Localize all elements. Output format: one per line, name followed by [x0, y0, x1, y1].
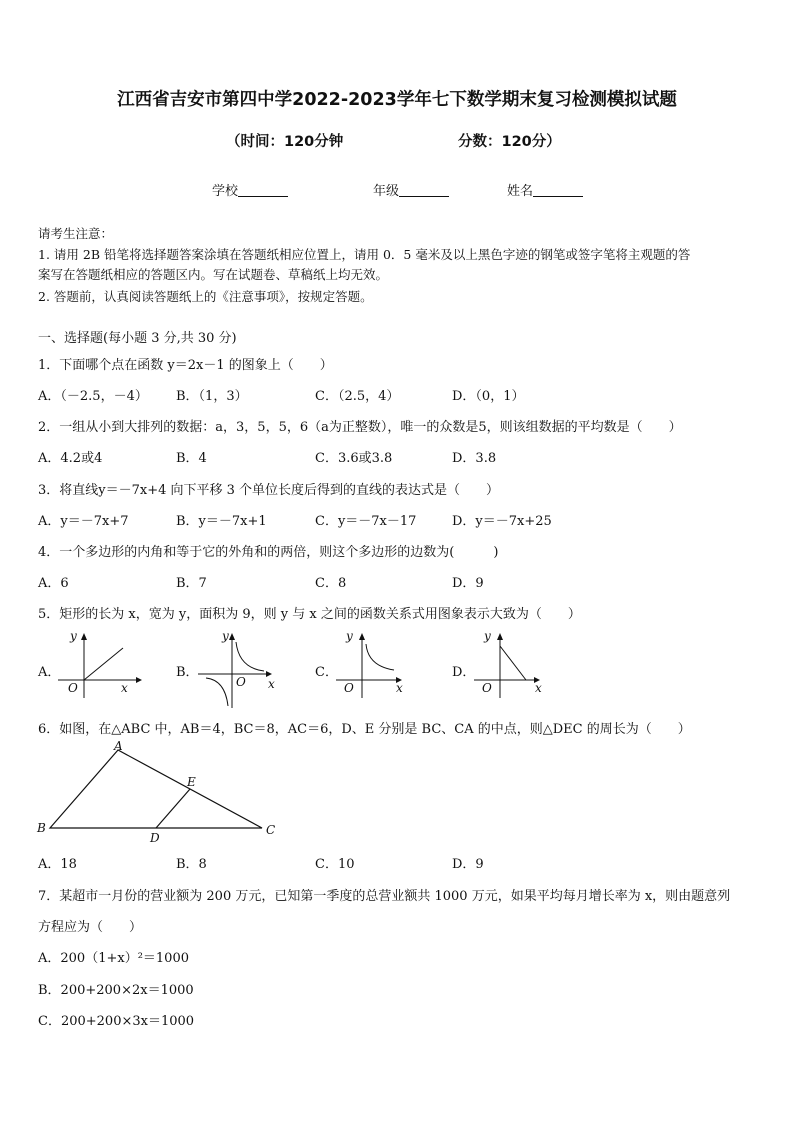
notice-line-2: 2. 答题前，认真阅读答题纸上的《注意事项》，按规定答题。 — [38, 289, 373, 304]
q2-option-d[interactable]: D．3.8 — [452, 451, 497, 466]
q2-option-b[interactable]: B．4 — [176, 451, 207, 466]
q6-option-c[interactable]: C．10 — [315, 857, 355, 872]
question-4-stem: 4．一个多边形的内角和等于它的外角和的两倍，则这个多边形的边数为( ) — [38, 545, 499, 560]
grade-blank[interactable] — [399, 184, 449, 197]
q2-option-c[interactable]: C．3.6或3.8 — [315, 451, 393, 466]
origin-label: O — [482, 681, 492, 695]
question-2-stem: 2．一组从小到大排列的数据：a，3，5，5，6（a为正整数），唯一的众数是5，则该组数据的平均数是（ ） — [38, 420, 682, 435]
q6-option-a[interactable]: A．18 — [38, 857, 77, 872]
q3-option-a[interactable]: A．y＝－7x+7 — [38, 514, 129, 529]
q5-option-a[interactable]: A． — [38, 665, 61, 680]
y-label: y — [70, 629, 77, 643]
label-e: E — [187, 775, 196, 789]
x-label: x — [535, 681, 542, 695]
q5-option-c[interactable]: C． — [315, 665, 338, 680]
exam-title: 江西省吉安市第四中学2022-2023学年七下数学期末复习检测模拟试题 — [117, 90, 677, 110]
origin-label: O — [236, 675, 246, 689]
label-d: D — [150, 831, 160, 845]
name-label: 姓名 — [507, 184, 534, 199]
origin-label: O — [344, 681, 354, 695]
school-label: 学校 — [212, 184, 239, 199]
label-c: C — [266, 823, 276, 837]
q6-option-d[interactable]: D．9 — [452, 857, 484, 872]
notice-line-1a: 1. 请用 2B 铅笔将选择题答案涂填在答题纸相应位置上，请用 0．5 毫米及以上黑色字迹的钢笔或签字笔将主观题的答 — [38, 247, 691, 262]
y-axis-arrow — [497, 633, 503, 640]
x-label: x — [396, 681, 403, 695]
triangle-figure — [34, 738, 284, 848]
notice-line-1b: 案写在答题纸相应的答题区内。写在试题卷、草稿纸上均无效。 — [38, 267, 389, 282]
q7-option-b[interactable]: B．200+200×2x＝1000 — [38, 983, 194, 998]
school-field[interactable] — [212, 180, 288, 199]
q7-option-a[interactable]: A．200（1+x）²＝1000 — [38, 951, 189, 966]
x-label: x — [268, 677, 275, 691]
q3-option-c[interactable]: C．y＝－7x－17 — [315, 514, 417, 529]
q3-option-d[interactable]: D．y＝－7x+25 — [452, 514, 552, 529]
q6-option-b[interactable]: B．8 — [176, 857, 207, 872]
question-5-stem: 5．矩形的长为 x，宽为 y，面积为 9，则 y 与 x 之间的函数关系式用图象表示大致为（ ） — [38, 607, 581, 622]
q2-option-a[interactable]: A．4.2或4 — [38, 451, 103, 466]
graph-curve — [366, 644, 394, 670]
y-label: y — [484, 629, 491, 643]
name-field[interactable] — [507, 180, 583, 199]
grade-field[interactable] — [373, 180, 449, 199]
question-3-stem: 3．将直线y＝－7x+4 向下平移 3 个单位长度后得到的直线的表达式是（ ） — [38, 483, 500, 498]
q4-option-b[interactable]: B．7 — [176, 576, 207, 591]
y-label: y — [222, 629, 229, 643]
origin-label: O — [68, 681, 78, 695]
graph-line — [84, 648, 123, 680]
label-a: A — [114, 739, 123, 753]
q5-option-d[interactable]: D． — [452, 665, 476, 680]
exam-score: 分数：120分） — [458, 134, 561, 150]
q5-graph-d — [474, 628, 564, 700]
x-label: x — [121, 681, 128, 695]
question-7-stem-line-1: 7．某超市一月份的营业额为 200 万元，已知第一季度的总营业额共 1000 万元，如果平均每月增长率为 x，则由题意列 — [38, 889, 731, 904]
y-label: y — [346, 629, 353, 643]
curve-lower-left — [206, 678, 228, 706]
exam-time: （时间：120分钟 — [226, 134, 344, 150]
segment-de — [156, 789, 190, 828]
q5-graph-a — [58, 628, 148, 700]
notice-heading: 请考生注意： — [38, 226, 114, 241]
section-heading: 一、选择题(每小题 3 分,共 30 分) — [38, 331, 237, 346]
label-b: B — [37, 821, 46, 835]
x-axis-arrow — [136, 677, 142, 683]
question-7-stem-line-2: 方程应为（ ） — [38, 920, 143, 935]
q4-option-d[interactable]: D．9 — [452, 576, 484, 591]
q5-graph-c — [336, 628, 426, 700]
q5-option-b[interactable]: B． — [176, 665, 199, 680]
grade-label: 年级 — [373, 184, 400, 199]
graph-line — [500, 646, 526, 680]
q3-option-b[interactable]: B．y＝－7x+1 — [176, 514, 267, 529]
q4-option-a[interactable]: A．6 — [38, 576, 69, 591]
school-blank[interactable] — [238, 184, 288, 197]
q5-graph-b — [198, 628, 288, 710]
q4-option-c[interactable]: C．8 — [315, 576, 347, 591]
q1-option-c[interactable]: C．（2.5，4） — [315, 389, 400, 404]
y-axis-arrow — [359, 633, 365, 640]
q1-option-d[interactable]: D．（0，1） — [452, 389, 525, 404]
q1-option-b[interactable]: B．（1，3） — [176, 389, 248, 404]
q1-option-a[interactable]: A．（－2.5，－4） — [38, 389, 148, 404]
curve-upper-right — [236, 642, 264, 671]
name-blank[interactable] — [533, 184, 583, 197]
q7-option-c[interactable]: C．200+200×3x＝1000 — [38, 1014, 195, 1029]
y-axis-arrow — [81, 633, 87, 640]
triangle-abc — [50, 750, 262, 828]
question-1-stem: 1．下面哪个点在函数 y＝2x－1 的图象上（ ） — [38, 358, 333, 373]
question-6-stem: 6．如图，在△ABC 中，AB＝4，BC＝8，AC＝6，D、E 分别是 BC、CA 的中点，则△DEC 的周长为（ ） — [38, 722, 691, 737]
y-axis-arrow — [229, 633, 235, 640]
